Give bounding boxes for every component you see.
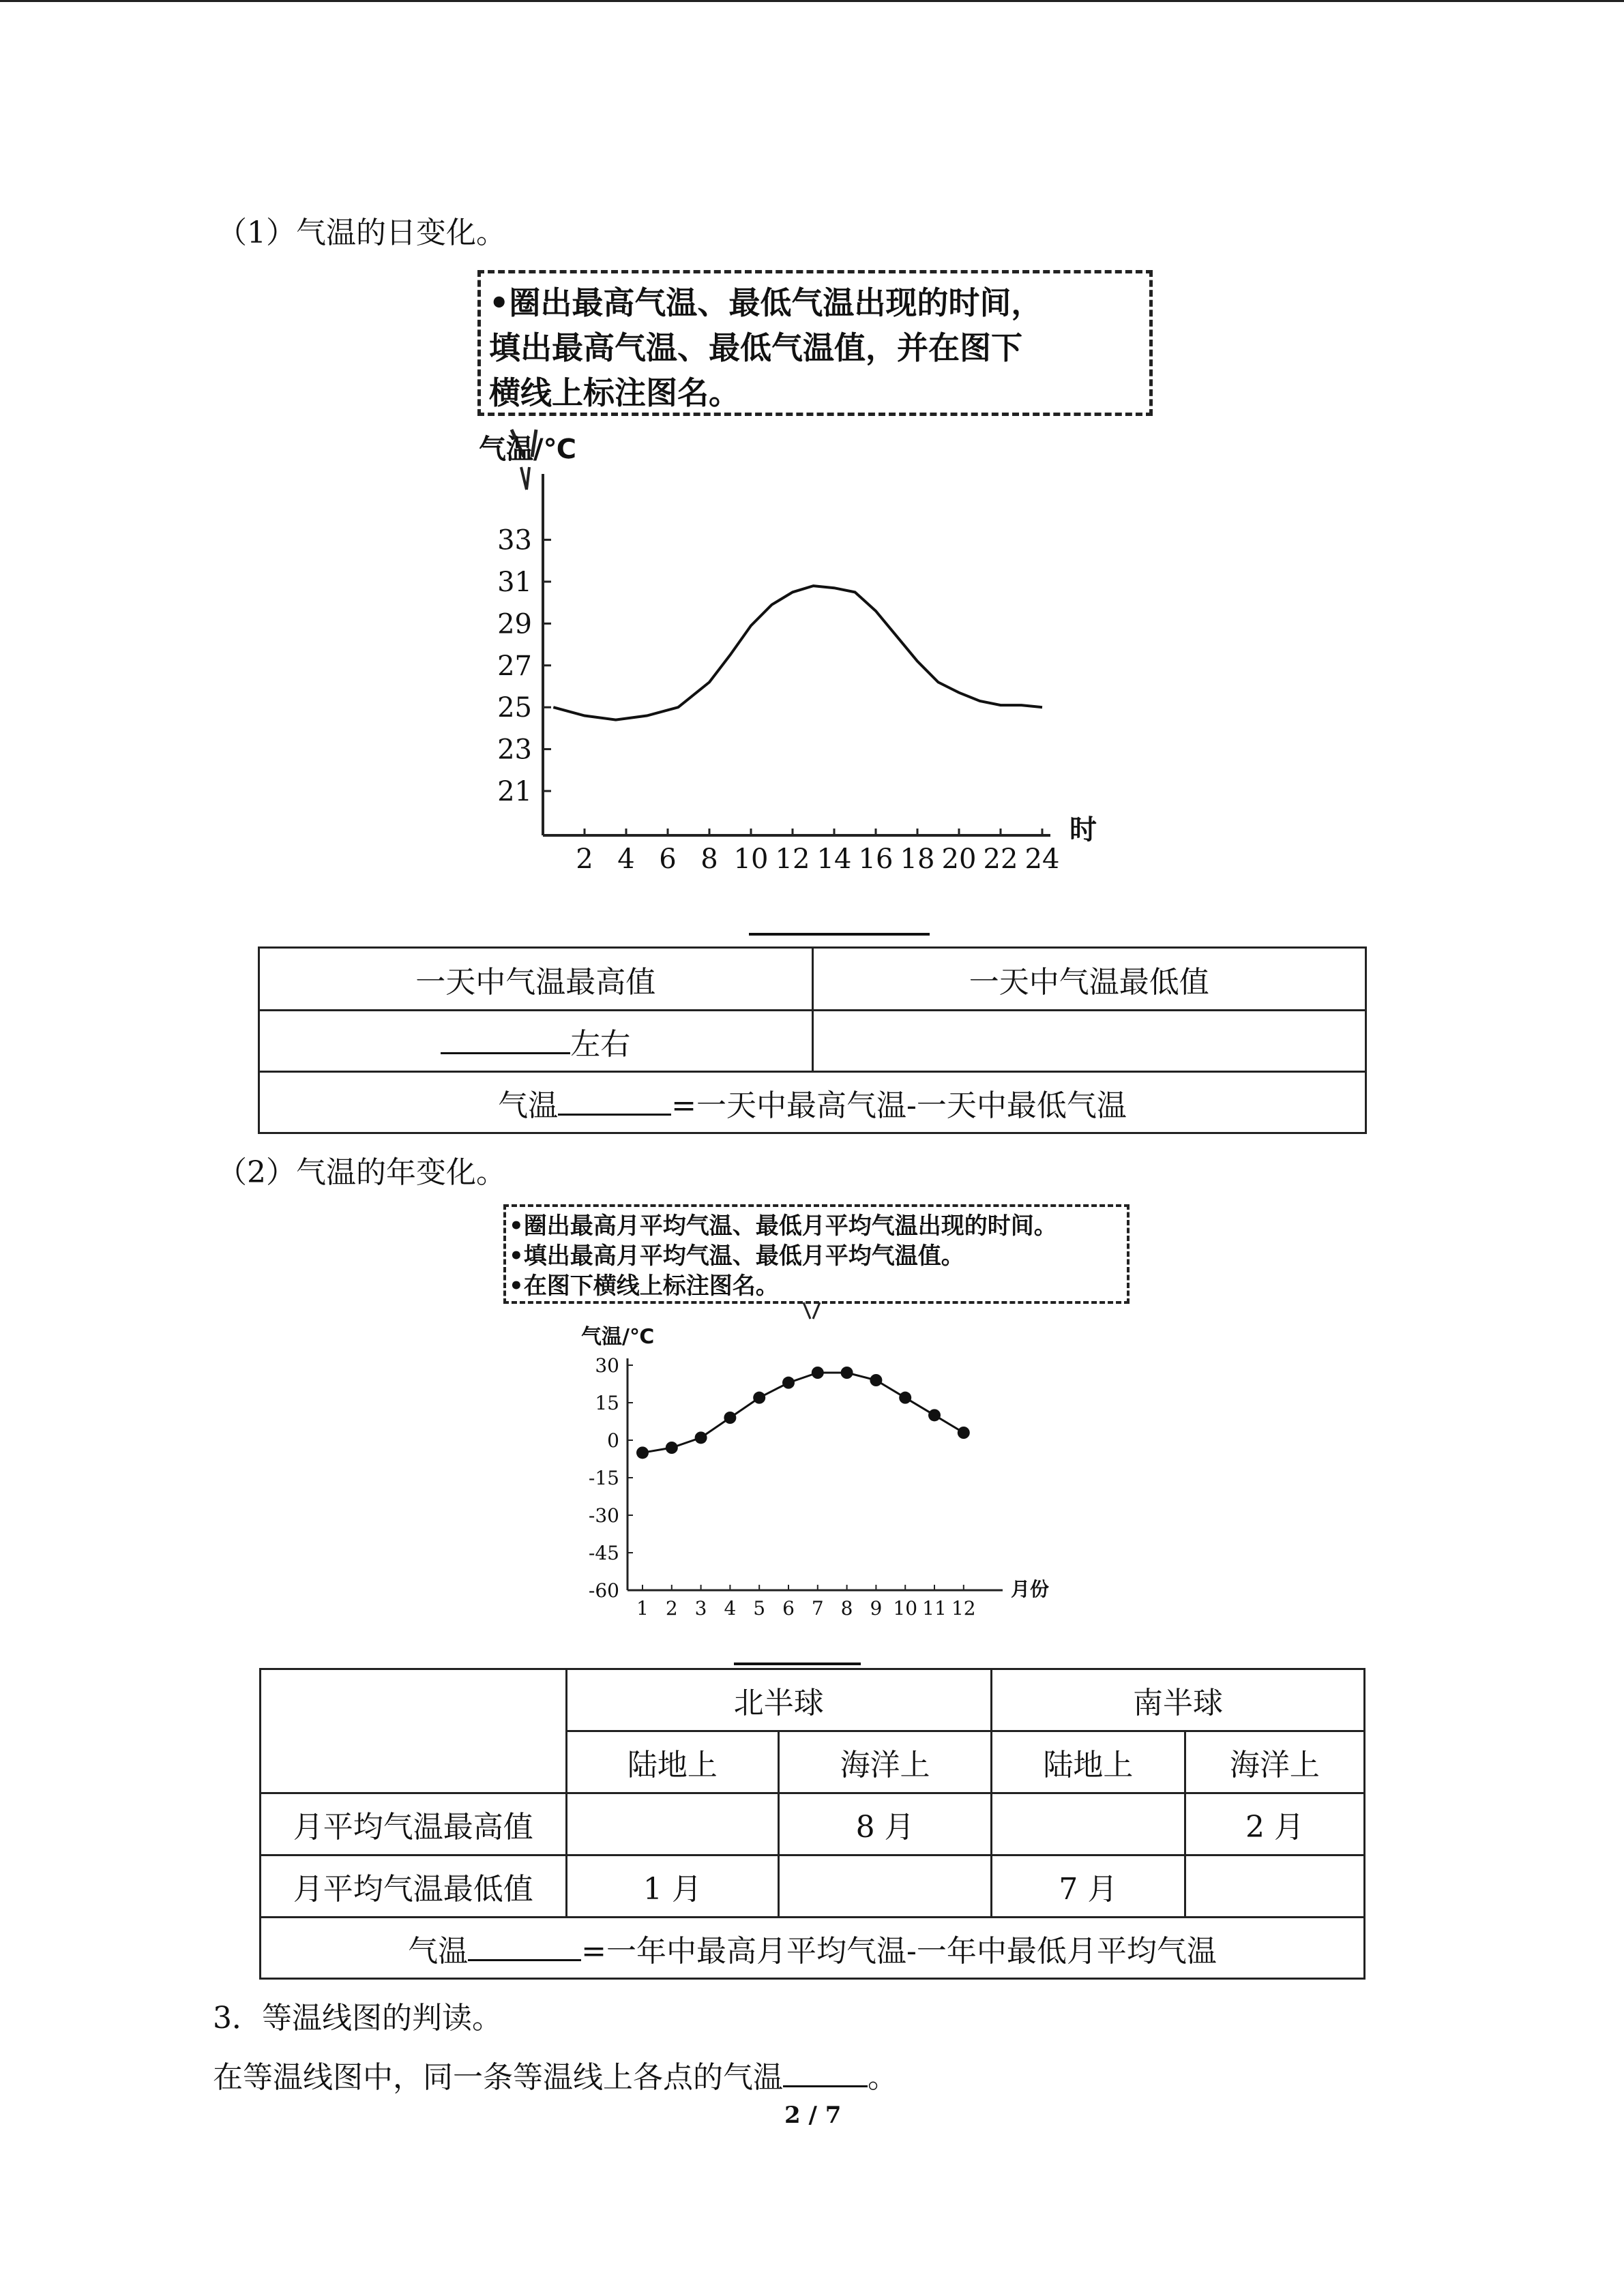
annual-caption-blank[interactable] bbox=[734, 1663, 861, 1665]
annual-south-header: 南半球 bbox=[991, 1669, 1364, 1731]
daily-ylabel: 气温/℃ bbox=[479, 434, 577, 465]
annual-range-blank[interactable] bbox=[468, 1929, 581, 1961]
annual-north-header: 北半球 bbox=[566, 1669, 991, 1731]
daily-ytick-label: 25 bbox=[497, 692, 532, 724]
annual-point bbox=[899, 1392, 911, 1404]
annual-xtick-label: 3 bbox=[694, 1597, 707, 1620]
daily-max-cell bbox=[259, 1011, 813, 1072]
daily-ytick-label: 21 bbox=[497, 776, 532, 807]
daily-table bbox=[258, 946, 1367, 1134]
callout-annual-pointer bbox=[803, 1302, 810, 1319]
daily-range-prefix: 气温 bbox=[498, 1088, 559, 1123]
annual-point bbox=[841, 1367, 853, 1379]
annual-xtick-label: 4 bbox=[724, 1597, 737, 1620]
annual-max-south-ocean: 2 月 bbox=[1185, 1793, 1364, 1855]
annual-ytick-label: -45 bbox=[588, 1542, 619, 1564]
daily-xlabel: 时 bbox=[1069, 814, 1097, 846]
daily-min-cell[interactable] bbox=[812, 1011, 1366, 1072]
annual-corner-cell bbox=[261, 1669, 567, 1793]
annual-xtick-label: 6 bbox=[782, 1597, 795, 1620]
annual-ytick-label: 15 bbox=[595, 1392, 619, 1414]
section1-heading: （1）气温的日变化。 bbox=[217, 215, 506, 250]
annual-xtick-label: 2 bbox=[665, 1597, 678, 1620]
daily-xtick-label: 8 bbox=[700, 844, 718, 875]
annual-xtick-label: 1 bbox=[636, 1597, 649, 1620]
annual-range-suffix: =一年中最高月平均气温-一年中最低月平均气温 bbox=[581, 1933, 1217, 1969]
annual-min-south-land: 7 月 bbox=[991, 1855, 1185, 1918]
callout-annual-line-2: •填出最高月平均气温、最低月平均气温值。 bbox=[509, 1242, 964, 1270]
callout-annual-pointer-2 bbox=[813, 1302, 820, 1319]
annual-point bbox=[724, 1412, 736, 1424]
annual-min-north-ocean[interactable] bbox=[779, 1855, 992, 1918]
annual-point bbox=[958, 1427, 970, 1439]
callout-daily-line-2: 填出最高气温、最低气温值，并在图下 bbox=[489, 329, 1022, 366]
callout-pointer-4 bbox=[527, 467, 529, 490]
annual-south-land-header: 陆地上 bbox=[991, 1731, 1185, 1793]
callout-daily bbox=[477, 270, 1153, 416]
annual-xtick-label: 7 bbox=[811, 1597, 824, 1620]
annual-series-line bbox=[643, 1373, 964, 1452]
annual-point bbox=[666, 1442, 678, 1454]
callout-annual bbox=[503, 1204, 1130, 1304]
daily-ytick-label: 23 bbox=[497, 734, 532, 766]
annual-xtick-label: 10 bbox=[893, 1597, 918, 1620]
daily-ytick-label: 29 bbox=[497, 608, 532, 640]
daily-xtick-label: 12 bbox=[775, 844, 810, 875]
daily-xtick-label: 14 bbox=[816, 844, 852, 875]
annual-yticks bbox=[589, 1354, 633, 1602]
daily-max-suffix: 左右 bbox=[570, 1026, 631, 1062]
annual-xtick-label: 8 bbox=[840, 1597, 853, 1620]
daily-xtick-label: 4 bbox=[617, 844, 635, 875]
annual-xtick-label: 5 bbox=[753, 1597, 766, 1620]
daily-series-line bbox=[553, 586, 1042, 720]
annual-point bbox=[782, 1377, 795, 1389]
daily-ytick-label: 33 bbox=[497, 524, 532, 556]
annual-range-row bbox=[261, 1918, 1365, 1979]
annual-min-south-ocean[interactable] bbox=[1185, 1855, 1364, 1918]
daily-xtick-label: 2 bbox=[576, 844, 593, 875]
section3-sentence-suffix: 。 bbox=[868, 2060, 898, 2095]
annual-ylabel: 气温/℃ bbox=[581, 1325, 655, 1349]
daily-range-suffix: =一天中最高气温-一天中最低气温 bbox=[671, 1088, 1127, 1123]
annual-max-north-land[interactable] bbox=[566, 1793, 779, 1855]
daily-min-header: 一天中气温最低值 bbox=[812, 948, 1366, 1011]
daily-xtick-label: 20 bbox=[941, 844, 977, 875]
annual-max-label: 月平均气温最高值 bbox=[261, 1793, 567, 1855]
daily-xtick-label: 6 bbox=[659, 844, 677, 875]
callout-daily-line-3: 横线上标注图名。 bbox=[489, 374, 740, 411]
annual-south-ocean-header: 海洋上 bbox=[1185, 1731, 1364, 1793]
annual-table bbox=[259, 1668, 1365, 1980]
annual-ytick-label: 0 bbox=[607, 1429, 619, 1452]
annual-xlabel: 月份 bbox=[1011, 1578, 1050, 1600]
annual-ytick-label: -15 bbox=[588, 1467, 619, 1489]
annual-point bbox=[928, 1409, 941, 1421]
annual-ytick-label: -60 bbox=[588, 1579, 619, 1602]
daily-range-row bbox=[259, 1072, 1366, 1133]
annual-north-ocean-header: 海洋上 bbox=[779, 1731, 992, 1793]
annual-ytick-label: 30 bbox=[595, 1354, 619, 1377]
annual-point bbox=[753, 1392, 765, 1404]
annual-temperature-chart bbox=[566, 1301, 1084, 1628]
top-border bbox=[0, 0, 1624, 2]
annual-ytick-label: -30 bbox=[588, 1504, 619, 1527]
annual-min-label: 月平均气温最低值 bbox=[261, 1855, 567, 1918]
section3-heading: 3．等温线图的判读。 bbox=[213, 2001, 502, 2036]
annual-point bbox=[812, 1367, 824, 1379]
daily-xtick-label: 24 bbox=[1024, 844, 1060, 875]
annual-points bbox=[636, 1367, 970, 1459]
daily-ytick-label: 27 bbox=[497, 650, 532, 682]
section3-sentence bbox=[213, 2055, 898, 2098]
annual-min-north-land: 1 月 bbox=[566, 1855, 779, 1918]
page-number: 2 / 7 bbox=[784, 2102, 842, 2129]
daily-xtick-label: 10 bbox=[733, 844, 769, 875]
callout-annual-line-1: •圈出最高月平均气温、最低月平均气温出现的时间。 bbox=[509, 1212, 1057, 1240]
section2-heading: （2）气温的年变化。 bbox=[217, 1155, 506, 1190]
annual-xtick-label: 11 bbox=[922, 1597, 947, 1620]
daily-range-blank[interactable] bbox=[558, 1084, 671, 1116]
daily-ytick-label: 31 bbox=[497, 567, 532, 598]
callout-daily-line-1: •圈出最高气温、最低气温出现的时间， bbox=[489, 284, 1043, 321]
annual-point bbox=[636, 1446, 649, 1459]
annual-north-land-header: 陆地上 bbox=[566, 1731, 779, 1793]
daily-xtick-label: 22 bbox=[983, 844, 1018, 875]
daily-temperature-chart bbox=[409, 409, 1160, 886]
annual-range-prefix: 气温 bbox=[408, 1933, 469, 1969]
annual-max-north-ocean: 8 月 bbox=[779, 1793, 992, 1855]
annual-point bbox=[870, 1374, 882, 1386]
daily-max-header: 一天中气温最高值 bbox=[259, 948, 813, 1011]
annual-xtick-label: 12 bbox=[951, 1597, 976, 1620]
annual-point bbox=[695, 1431, 707, 1444]
daily-xtick-label: 18 bbox=[900, 844, 935, 875]
annual-xtick-label: 9 bbox=[870, 1597, 883, 1620]
callout-annual-line-3: •在图下横线上标注图名。 bbox=[509, 1272, 779, 1300]
section3-sentence-prefix: 在等温线图中，同一条等温线上各点的气温 bbox=[213, 2060, 783, 2095]
daily-xtick-label: 16 bbox=[858, 844, 894, 875]
section3-blank[interactable] bbox=[783, 2055, 868, 2087]
daily-caption-blank[interactable] bbox=[749, 933, 930, 936]
annual-max-south-land[interactable] bbox=[991, 1793, 1185, 1855]
daily-max-blank[interactable] bbox=[441, 1022, 570, 1054]
